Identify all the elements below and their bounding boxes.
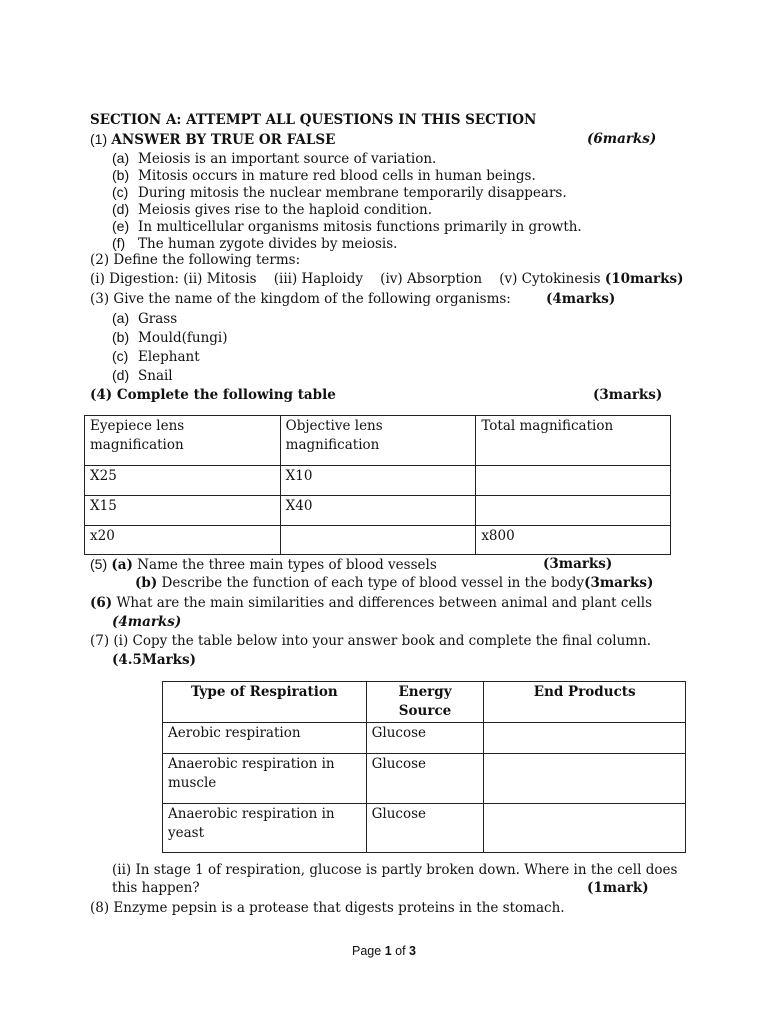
q3-item-d: (d) Snail bbox=[112, 367, 173, 384]
table-cell: x20 bbox=[85, 526, 281, 555]
magnification-table bbox=[84, 415, 671, 555]
table-header-row bbox=[163, 682, 686, 723]
table-header-cell: Total magnification bbox=[476, 416, 671, 466]
table-cell bbox=[280, 526, 476, 555]
table-cell: X40 bbox=[280, 496, 476, 526]
table-header-cell: Energy Source bbox=[366, 682, 484, 723]
q1-item-e: (e) In multicellular organisms mitosis functions primarily in growth. bbox=[112, 218, 582, 235]
q1-item-a: (a) Meiosis is an important source of variation. bbox=[112, 150, 437, 167]
table-cell bbox=[484, 804, 686, 853]
question-2-title: (2) Define the following terms: bbox=[90, 252, 301, 268]
question-1-title: (1) ANSWER BY TRUE OR FALSE bbox=[90, 131, 336, 148]
question-7-marks: (4.5Marks) bbox=[112, 652, 197, 668]
q1-item-b: (b) Mitosis occurs in mature red blood cells in human beings. bbox=[112, 167, 536, 184]
table-header-cell: Objective lens magnification bbox=[280, 416, 476, 466]
question-5a: (5) (a) Name the three main types of blood vessels bbox=[90, 556, 437, 573]
question-6-marks: (4marks) bbox=[112, 614, 182, 630]
question-5b: (b) Describe the function of each type of blood vessel in the body(3marks) bbox=[135, 575, 654, 591]
q3-item-b: (b) Mould(fungi) bbox=[112, 329, 228, 346]
respiration-table bbox=[162, 681, 686, 853]
q1-item-c: (c) During mitosis the nuclear membrane temporarily disappears. bbox=[112, 184, 567, 201]
table-row bbox=[85, 526, 671, 555]
question-3-marks: (4marks) bbox=[546, 291, 616, 307]
table-header-cell: End Products bbox=[484, 682, 686, 723]
table-cell: Anaerobic respiration in muscle bbox=[163, 754, 367, 804]
question-2-terms: (i) Digestion: (ii) Mitosis (iii) Haploidy (iv) Absorption (v) Cytokinesis (10marks) bbox=[90, 271, 684, 287]
question-8: (8) Enzyme pepsin is a protease that digests proteins in the stomach. bbox=[90, 900, 565, 916]
question-7-ii-line2: this happen? bbox=[112, 880, 200, 896]
table-cell bbox=[484, 754, 686, 804]
q1-item-d: (d) Meiosis gives rise to the haploid condition. bbox=[112, 201, 433, 218]
table-cell bbox=[476, 466, 671, 496]
table-header-cell: Type of Respiration bbox=[163, 682, 367, 723]
question-7-ii-marks: (1mark) bbox=[587, 880, 649, 896]
table-cell bbox=[484, 723, 686, 754]
table-cell bbox=[476, 496, 671, 526]
table-row bbox=[85, 496, 671, 526]
page-footer: Page 1 of 3 bbox=[352, 944, 416, 958]
question-1-marks: (6marks) bbox=[587, 131, 657, 147]
question-6: (6) What are the main similarities and differences between animal and plant cells bbox=[90, 595, 653, 611]
table-row bbox=[85, 466, 671, 496]
table-row bbox=[163, 754, 686, 804]
table-cell: Glucose bbox=[366, 723, 484, 754]
table-cell: X15 bbox=[85, 496, 281, 526]
table-cell: Glucose bbox=[366, 754, 484, 804]
question-5a-marks: (3marks) bbox=[543, 556, 613, 572]
question-7-title: (7) (i) Copy the table below into your answer book and complete the final column. bbox=[90, 633, 652, 649]
table-cell: Aerobic respiration bbox=[163, 723, 367, 754]
table-header-row bbox=[85, 416, 671, 466]
table-cell: X25 bbox=[85, 466, 281, 496]
table-row bbox=[163, 723, 686, 754]
q3-item-c: (c) Elephant bbox=[112, 348, 200, 365]
question-4-marks: (3marks) bbox=[593, 387, 663, 403]
table-row bbox=[163, 804, 686, 853]
q1-item-f: (f) The human zygote divides by meiosis. bbox=[112, 235, 398, 252]
question-7-ii-line1: (ii) In stage 1 of respiration, glucose is partly broken down. Where in the cell does bbox=[112, 862, 678, 878]
question-4-title: (4) Complete the following table bbox=[90, 387, 336, 403]
table-cell: Anaerobic respiration in yeast bbox=[163, 804, 367, 853]
section-heading: SECTION A: ATTEMPT ALL QUESTIONS IN THIS SECTION bbox=[90, 112, 537, 128]
table-header-cell: Eyepiece lens magnification bbox=[85, 416, 281, 466]
question-3-title: (3) Give the name of the kingdom of the following organisms: bbox=[90, 291, 511, 307]
table-cell: x800 bbox=[476, 526, 671, 555]
table-cell: Glucose bbox=[366, 804, 484, 853]
table-cell: X10 bbox=[280, 466, 476, 496]
q3-item-a: (a) Grass bbox=[112, 310, 178, 327]
